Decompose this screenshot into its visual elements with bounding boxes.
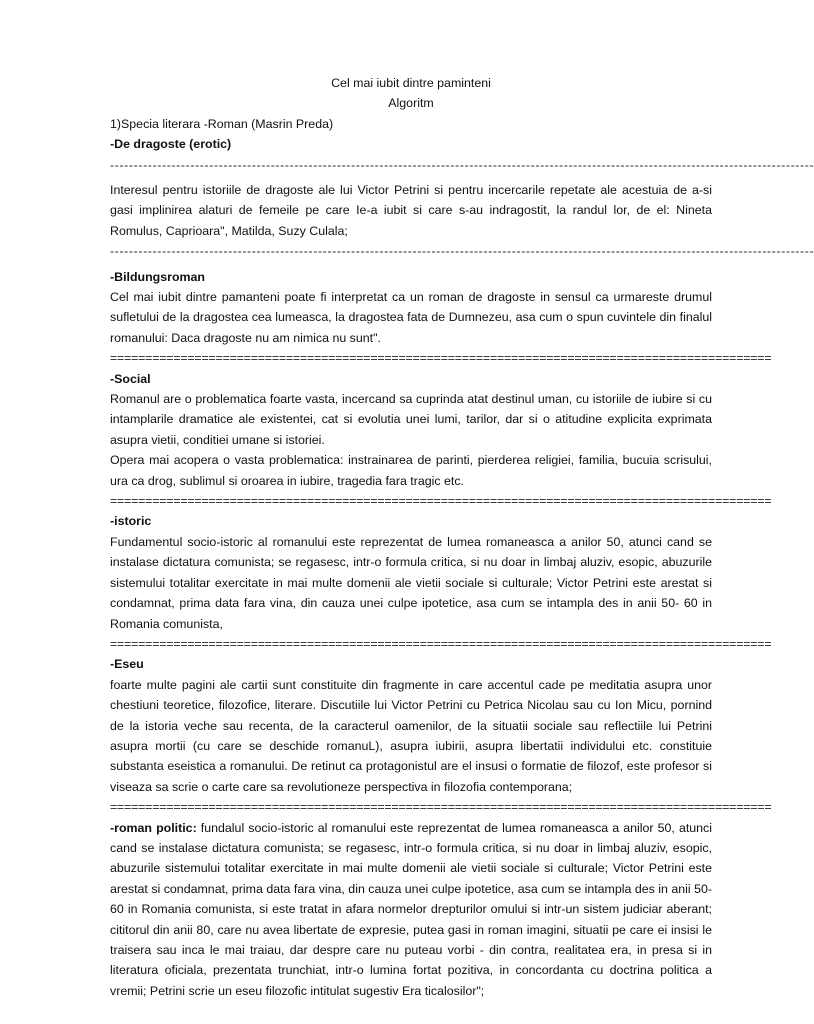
- section-heading-social: -Social: [110, 371, 151, 386]
- equals-separator: ==============================================================================================: [110, 636, 772, 651]
- section-heading-politic: -roman politic:: [110, 820, 197, 835]
- document-page: [110, 73, 814, 1001]
- section-text-social-1: Romanul are o problematica foarte vasta, incercand sa cuprinda atat destinul uman, cu istoriile de iubire si cu intamplarile dramatice ale existentei, cat si evolutia unei lumi, tarilor, dar si o atitudine explicita exprimata asupra vietii, conditiei umane si istoriei.: [110, 392, 712, 447]
- equals-separator: ==============================================================================================: [110, 351, 772, 366]
- species-line: 1)Specia literara -Roman (Masrin Preda): [110, 116, 334, 131]
- dash-separator: -----------------------------------------------------------------------------------------------------------------------------------------------------: [110, 244, 814, 259]
- section-politic: [110, 818, 712, 1002]
- equals-separator: ==============================================================================================: [110, 494, 772, 509]
- document-title: Cel mai iubit dintre paminteni: [331, 76, 491, 90]
- section-heading-eseu: -Eseu: [110, 657, 144, 672]
- section-text-bildungsroman: Cel mai iubit dintre pamanteni poate fi interpretat ca un roman de dragoste in sensul ca urmareste drumul sufletului de la dragostea cea lumeasca, la dragostea fata de Dumnezeu, asa cum o spun cuvintele din finalul romanului: Daca dragoste nu am nimica nu sunt".: [110, 290, 712, 345]
- section-text-politic: fundalul socio-istoric al romanului este reprezentat de lumea romaneasca a anilor 50, atunci cand se instalase dictatura comunista; se regasesc, intr-o formula critica, si nu doar in limbaj aluziv, esopic, abuzurile sistemului totalitar exercitate in mai multe domenii ale vietii sociale si culturale; Victor Petrini este arestat si condamnat, prima data fara vina, din cauza unei culpe ipotetice, asa cum se intampla des in anii 50- 60 in Romania comunista, si este tratat in afara normelor drepturilor omului si intr-un sistem judiciar aberant; cititorul din anii 80, care nu avea libertate de expresie, putea gasi in roman imagini, situatii pe care ei insisi le traisera sau inca le mai traiau, dar despre care nu puteau vorbi - din contra, realitatea era, in presa si in literatura oficiala, prezentata trunchiat, intr-o lumina fortat pozitiva, in concordanta cu doctrina politica a vremii; Petrini scrie un eseu filozofic intitulat sugestiv Era ticalosilor";: [110, 820, 713, 998]
- section-text-istoric: Fundamentul socio-istoric al romanului este reprezentat de lumea romaneasca a anilor 50, atunci cand se instalase dictatura comunista; se regasesc, intr-o formula critica, si nu doar in limbaj aluziv, esopic, abuzurile sistemului totalitar exercitate in mai multe domenii ale vietii sociale si culturale; Victor Petrini este arestat si condamnat, prima data fara vina, din cauza unei culpe ipotetice, asa cum se intampla des in anii 50- 60 in Romania comunista,: [110, 534, 712, 631]
- document-subtitle: Algoritm: [388, 96, 434, 111]
- equals-separator: ==============================================================================================: [110, 800, 772, 815]
- section-heading-bildungsroman: -Bildungsroman: [110, 269, 205, 284]
- section-heading-erotic: -De dragoste (erotic): [110, 137, 232, 152]
- section-text-eseu: foarte multe pagini ale cartii sunt constituite din fragmente in care accentul cade pe meditatia asupra unor chestiuni teoretice, filozofice, literare. Discutiile lui Victor Petrini cu Petrica Nicolau sau cu Ion Micu, pornind de la istoria veche sau recenta, de la caracterul oamenilor, de la situatii sociale sau reflectiile lui Petrini asupra mortii (cu care se deschide romanuL), asupra iubirii, asupra libertatii individului etc. constituie substanta eseistica a romanului. De retinut ca protagonistul are el insusi o formatie de filozof, este profesor si viseaza sa scrie o carte care sa revolutioneze perspectiva in filozofia contemporana;: [110, 677, 712, 794]
- dash-separator: -----------------------------------------------------------------------------------------------------------------------------------------------------: [110, 157, 814, 172]
- section-text-social-2: Opera mai acopera o vasta problematica: instrainarea de parinti, pierderea religiei, familia, bucuia scrisului, ura ca drog, sublimul si oroarea in iubire, tragedia fara tragic etc.: [110, 453, 712, 488]
- section-text-erotic: Interesul pentru istoriile de dragoste ale lui Victor Petrini si pentru incercarile repetate ale acestuia de a-si gasi implinirea alaturi de femeile pe care Ie-a iubit si care s-au indragostit, la randul lor, de el: Nineta Romulus, Caprioara", Matilda, Suzy Culala;: [110, 183, 712, 238]
- section-heading-istoric: -istoric: [110, 514, 152, 529]
